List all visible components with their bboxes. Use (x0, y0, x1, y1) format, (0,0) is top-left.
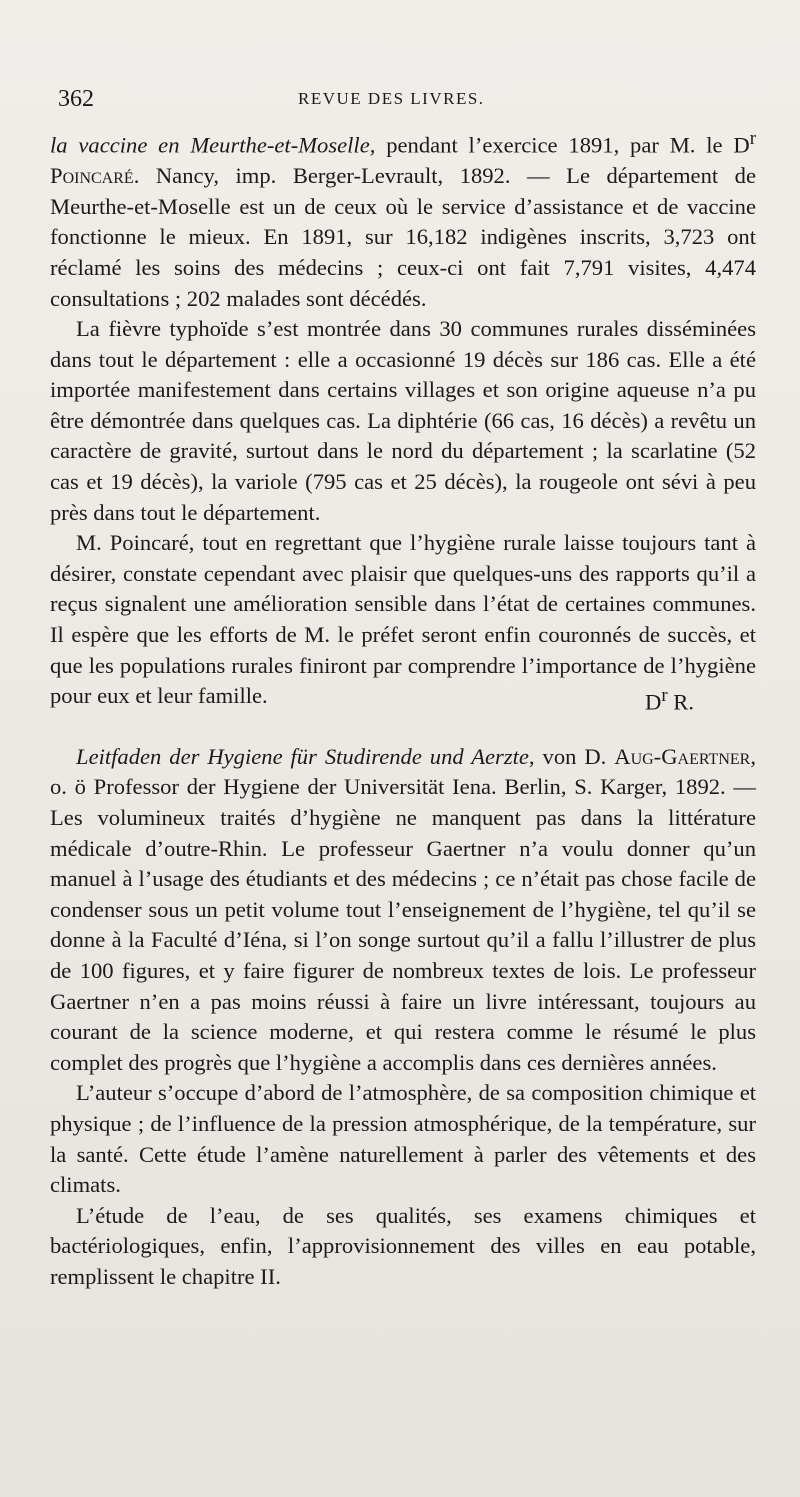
review1-intro-continued: . Nancy, imp. Berger-Levrault, 1892. — Le département de Meurthe-et-Moselle est un de ceux où le service d’assistance et de vaccine fonctionne le mieux. En 1891, sur 16,182 indigènes inscrits, 3,723 ont réclamé les soins des médecins ; ceux-ci ont fait 7,791 visites, 4,474 consultations ; 202 malades sont décédés. (50, 163, 756, 311)
review2-paragraph-2: L’auteur s’occupe d’abord de l’atmosphère, de sa composition chimique et physique ; de l’influence de la pression atmosphérique, de la température, sur la santé. Cette étude l’amène naturellement à parler des vêtements et des climats. (50, 1080, 756, 1198)
review2-book-title: Leitfaden der Hygiene für Studirende und Aerzte, (76, 743, 535, 769)
review1-intro-text: pendant l’exercice 1891, par M. le D (375, 132, 750, 158)
page-number: 362 (58, 86, 94, 112)
review1-paragraph-3-text: M. Poincaré, tout en regrettant que l’hygiène rurale laisse toujours tant à désirer, constate cependant avec plaisir que quelques-uns des rapports qu’il a reçus signalent une amélioration sensible dans l’état de certaines communes. Il espère que les efforts de M. le préfet seront enfin couronnés de succès, et que les populations rurales finiront par comprendre l’importance de l’hygiène pour eux et leur famille. (50, 530, 756, 709)
review1-paragraph-3 (50, 528, 756, 715)
page-header (58, 86, 758, 118)
running-title: REVUE DES LIVRES. (298, 89, 485, 108)
review1-signature (619, 681, 694, 718)
review1-paragraph-1 (50, 124, 756, 314)
review2-paragraph-3: L’étude de l’eau, de ses qualités, ses examens chimiques et bactériologiques, enfin, l’approvisionnement des villes en eau potable, remplissent le chapitre II. (50, 1202, 756, 1289)
signature-prefix: D (645, 689, 662, 715)
review1-book-title: la vaccine en Meurthe-et-Moselle, (50, 132, 376, 158)
superscript: r (749, 128, 756, 149)
review1-paragraph-2: La fièvre typhoïde s’est montrée dans 30 communes rurales disséminées dans tout le département : elle a occasionné 19 décès sur 186 cas. Elle a été importée manifestement dans certains villages et son origine aqueuse n’a pu être démontrée dans quelques cas. La diphtérie (66 cas, 16 décès) a revêtu un caractère de gravité, surtout dans le nord du département ; la scarlatine (52 cas et 19 décès), la variole (795 cas et 25 décès), la rougeole ont sévi à peu près dans tout le département. (50, 316, 756, 525)
body-text (50, 124, 756, 1293)
review2-intro-text: von D. (534, 743, 615, 769)
signature-initial: R. (667, 689, 694, 715)
signature-superscript: r (661, 685, 668, 707)
review2-author: Aug-Gaertner (614, 743, 751, 769)
review1-author: Poincaré (50, 163, 134, 189)
review2-paragraph-1 (50, 742, 756, 1079)
review2-intro-continued: , o. ö Professor der Hygiene der Universität Iena. Berlin, S. Karger, 1892. — Les volumineux traités d’hygiène ne manquent pas dans la littérature médicale d’outre-Rhin. Le professeur Gaertner n’a voulu donner qu’un manuel à l’usage des étudiants et des médecins ; ce n’était pas chose facile de condenser sous un petit volume tout l’enseignement de l’hygiène, tel qu’il se donne à la Faculté d’Iéna, si l’on songe surtout qu’il a fallu l’illustrer de plus de 100 figures, et y faire figurer de nombreux textes de lois. Le professeur Gaertner n’en a pas moins réussi à faire un livre intéressant, toujours au courant de la science moderne, et qui restera comme le résumé le plus complet des progrès que l’hygiène a accomplis dans ces dernières années. (50, 743, 756, 1075)
